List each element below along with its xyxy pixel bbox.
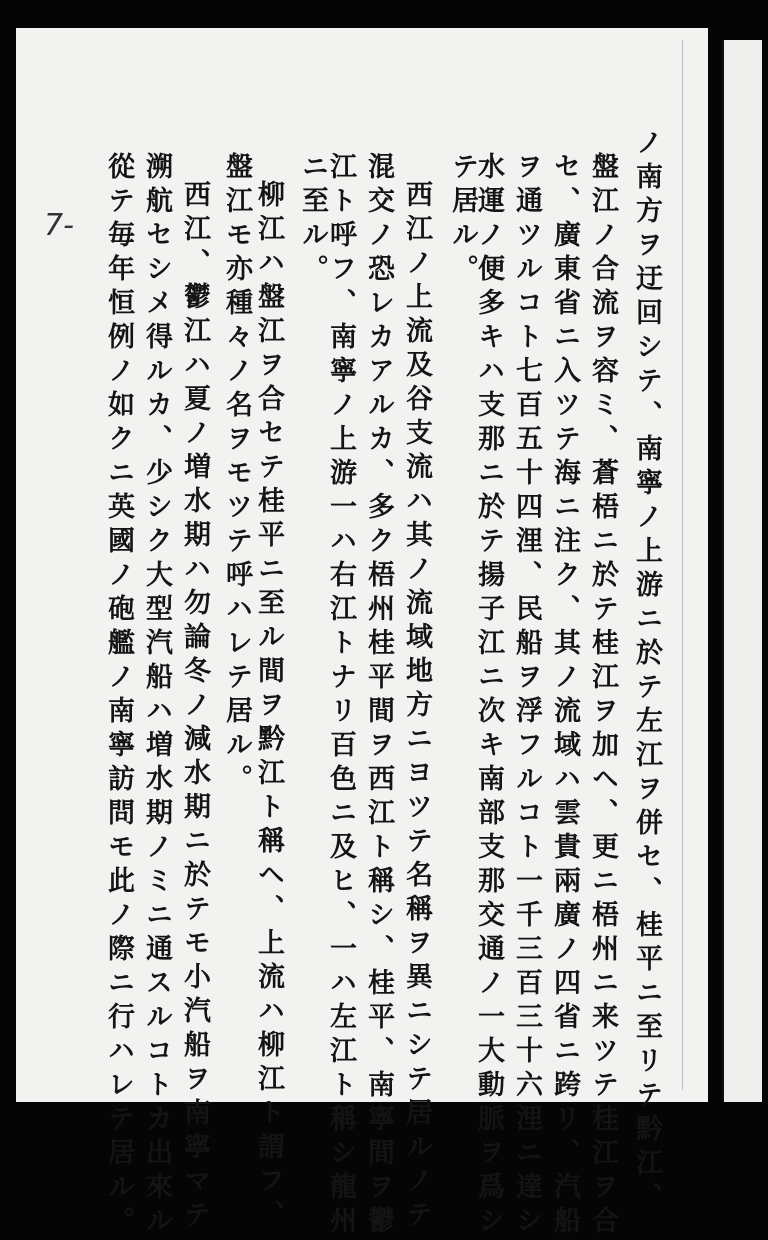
text-column-10: ニ至ル。: [297, 152, 328, 288]
text-column-9: 江ト呼フ、南寧ノ上游一ハ右江トナリ百色ニ及ヒ、一ハ左江ト稱シ龍州: [325, 152, 356, 1240]
adjacent-page-strip: [722, 40, 762, 1102]
text-column-7: 西江ノ上流及谷支流ハ其ノ流域地方ニヨツテ名稱ヲ異ニシテ居ルノテ: [401, 180, 432, 1234]
text-column-8: 混交ノ恐レカアルカ、多ク梧州桂平間ヲ西江ト稱シ、桂平、南寧間ヲ鬱: [363, 152, 394, 1240]
text-column-1: ノ南方ヲ迂回シテ、南寧ノ上游ニ於テ左江ヲ併セ、桂平ニ至リテ黔江、: [631, 128, 662, 1216]
text-column-15: 從テ毎年恒例ノ如クニ英國ノ砲艦ノ南寧訪問モ此ノ際ニ行ハレテ居ル。: [103, 152, 134, 1240]
text-column-5: 水運ノ便多キハ支那ニ於テ揚子江ニ次キ南部支那交通ノ一大動脈ヲ爲シ: [473, 152, 504, 1240]
text-column-4: ヲ通ツルコト七百五十四浬、民船ヲ浮フルコト一千三百三十六浬ニ達シ: [511, 152, 542, 1240]
text-column-14: 溯航セシメ得ルカ、少シク大型汽船ハ増水期ノミニ通スルコトカ出來ル: [141, 152, 172, 1240]
text-column-2: 盤江ノ合流ヲ容ミ、蒼梧ニ於テ桂江ヲ加ヘ、更ニ梧州ニ来ツテ桂江ヲ合: [587, 152, 618, 1240]
text-column-11: 柳江ハ盤江ヲ合セテ桂平ニ至ル間ヲ黔江ト稱ヘ、上流ハ柳江ト謂フ、: [253, 180, 284, 1234]
margin-note: 7-: [44, 208, 74, 243]
text-column-3: セ、廣東省ニ入ツテ海ニ注ク、其ノ流域ハ雲貴兩廣ノ四省ニ跨リ、汽船: [549, 152, 580, 1240]
text-column-6: テ居ル。: [447, 152, 478, 288]
page-fold-line: [682, 40, 683, 1090]
text-column-13: 西江、鬱江ハ夏ノ増水期ハ勿論冬ノ減水期ニ於テモ小汽船ヲ南寧マテ: [179, 180, 210, 1234]
text-column-12: 盤江モ亦種々ノ名ヲモツテ呼ハレテ居ル。: [221, 152, 252, 798]
